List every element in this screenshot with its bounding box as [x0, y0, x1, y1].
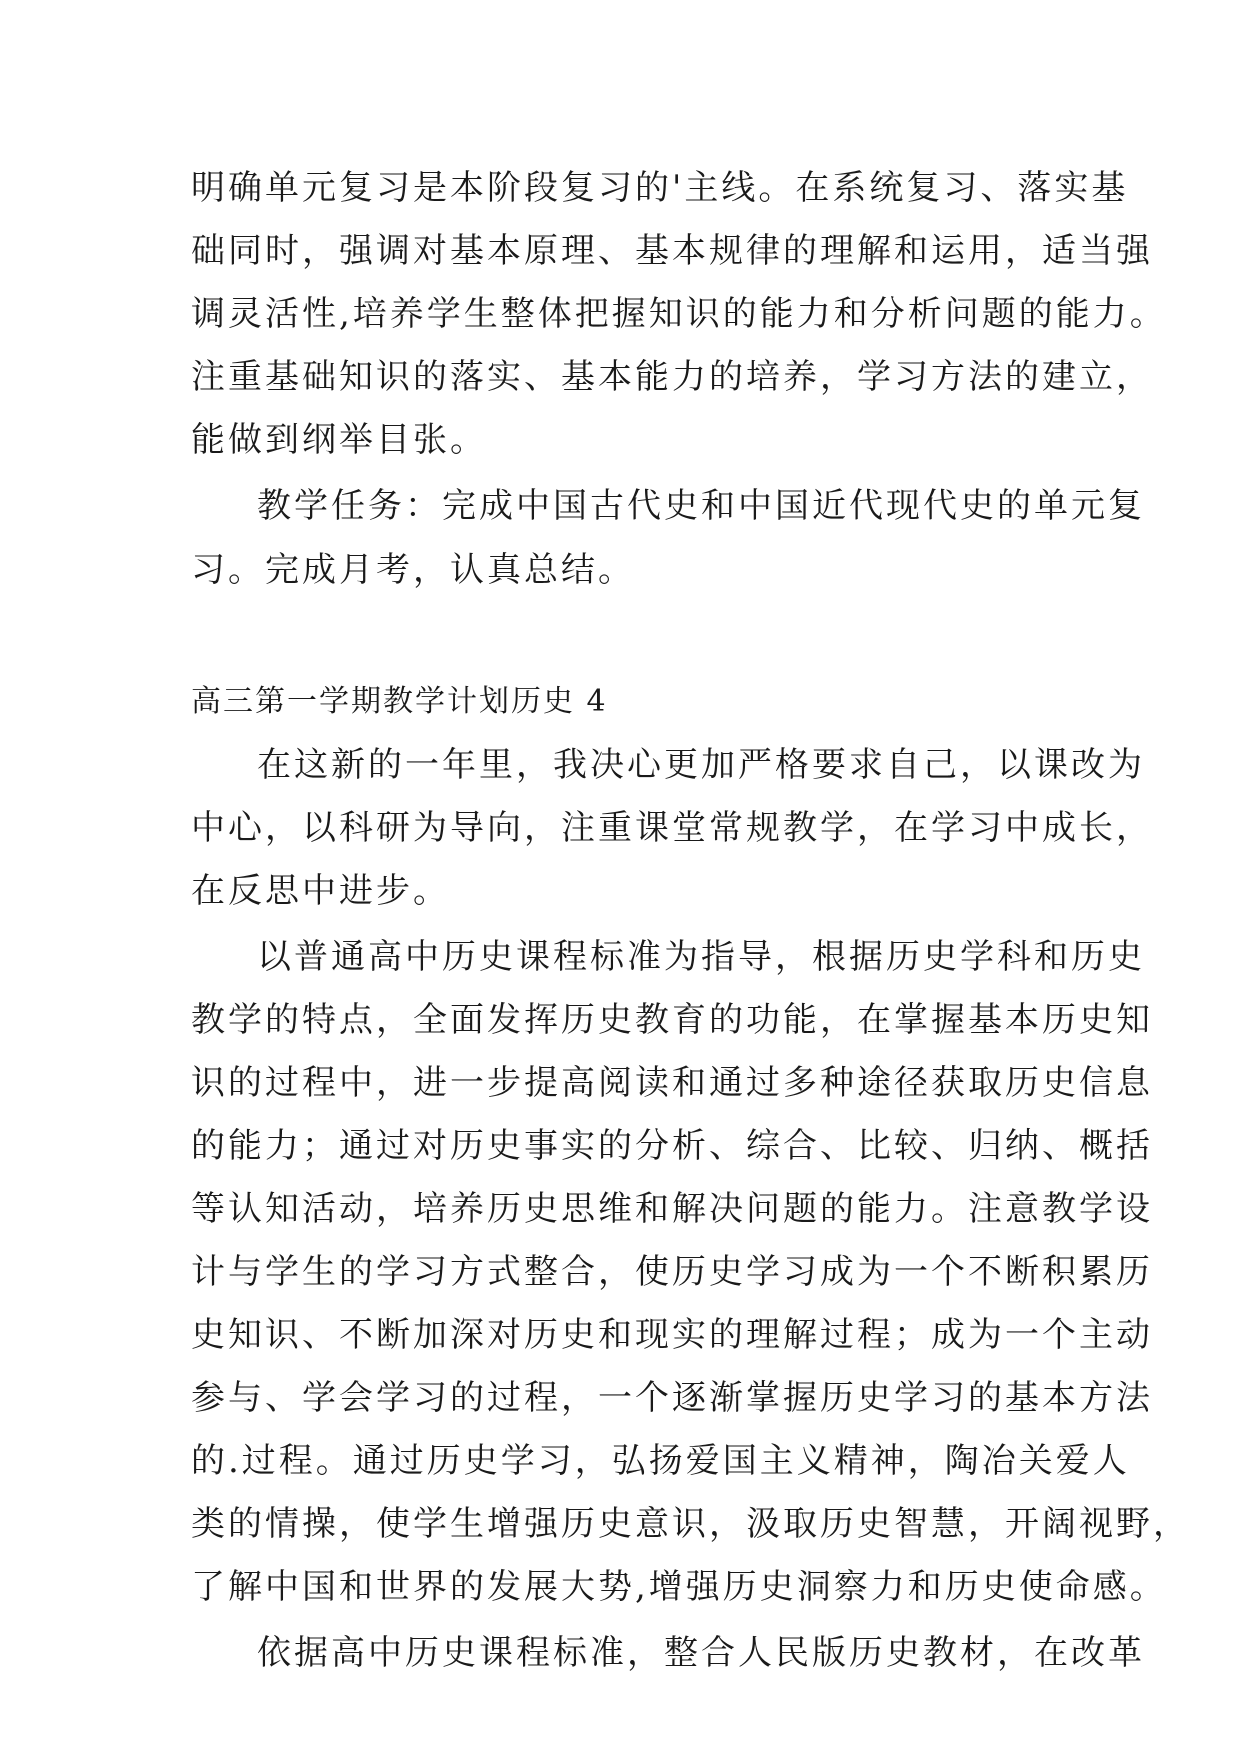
paragraph-line: 习。完成月考，认真总结。	[191, 550, 635, 590]
paragraph-line: 依据高中历史课程标准，整合人民版历史教材，在改革	[257, 1633, 1145, 1673]
paragraph-line: 调灵活性,培养学生整体把握知识的能力和分析问题的能力。	[191, 294, 1167, 334]
paragraph-line: 明确单元复习是本阶段复习的'主线。在系统复习、落实基	[191, 168, 1129, 208]
paragraph-line: 参与、学会学习的过程，一个逐渐掌握历史学习的基本方法	[191, 1378, 1153, 1418]
section-heading: 高三第一学期教学计划历史 4	[191, 684, 608, 719]
paragraph-line: 类的情操，使学生增强历史意识，汲取历史智慧，开阔视野，	[191, 1504, 1190, 1544]
paragraph-line: 注重基础知识的落实、基本能力的培养，学习方法的建立，	[191, 357, 1153, 397]
paragraph-line: 的能力；通过对历史事实的分析、综合、比较、归纳、概括	[191, 1126, 1153, 1166]
paragraph-line: 教学任务：完成中国古代史和中国近代现代史的单元复	[257, 486, 1145, 526]
paragraph-line: 础同时，强调对基本原理、基本规律的理解和运用，适当强	[191, 231, 1153, 271]
paragraph-line: 中心，以科研为导向，注重课堂常规教学，在学习中成长，	[191, 808, 1153, 848]
paragraph-line: 史知识、不断加深对历史和现实的理解过程；成为一个主动	[191, 1315, 1153, 1355]
paragraph-line: 计与学生的学习方式整合，使历史学习成为一个不断积累历	[191, 1252, 1153, 1292]
paragraph-line: 识的过程中，进一步提高阅读和通过多种途径获取历史信息	[191, 1063, 1153, 1103]
paragraph-line: 在反思中进步。	[191, 871, 450, 911]
paragraph-line: 等认知活动，培养历史思维和解决问题的能力。注意教学设	[191, 1189, 1153, 1229]
paragraph-line: 能做到纲举目张。	[191, 420, 487, 460]
paragraph-line: 教学的特点，全面发挥历史教育的功能，在掌握基本历史知	[191, 1000, 1153, 1040]
paragraph-line: 了解中国和世界的发展大势,增强历史洞察力和历史使命感。	[191, 1567, 1167, 1607]
paragraph-line: 以普通高中历史课程标准为指导，根据历史学科和历史	[257, 937, 1145, 977]
paragraph-line: 在这新的一年里，我决心更加严格要求自己，以课改为	[257, 745, 1145, 785]
paragraph-line: 的.过程。通过历史学习，弘扬爱国主义精神，陶冶关爱人	[191, 1441, 1130, 1481]
